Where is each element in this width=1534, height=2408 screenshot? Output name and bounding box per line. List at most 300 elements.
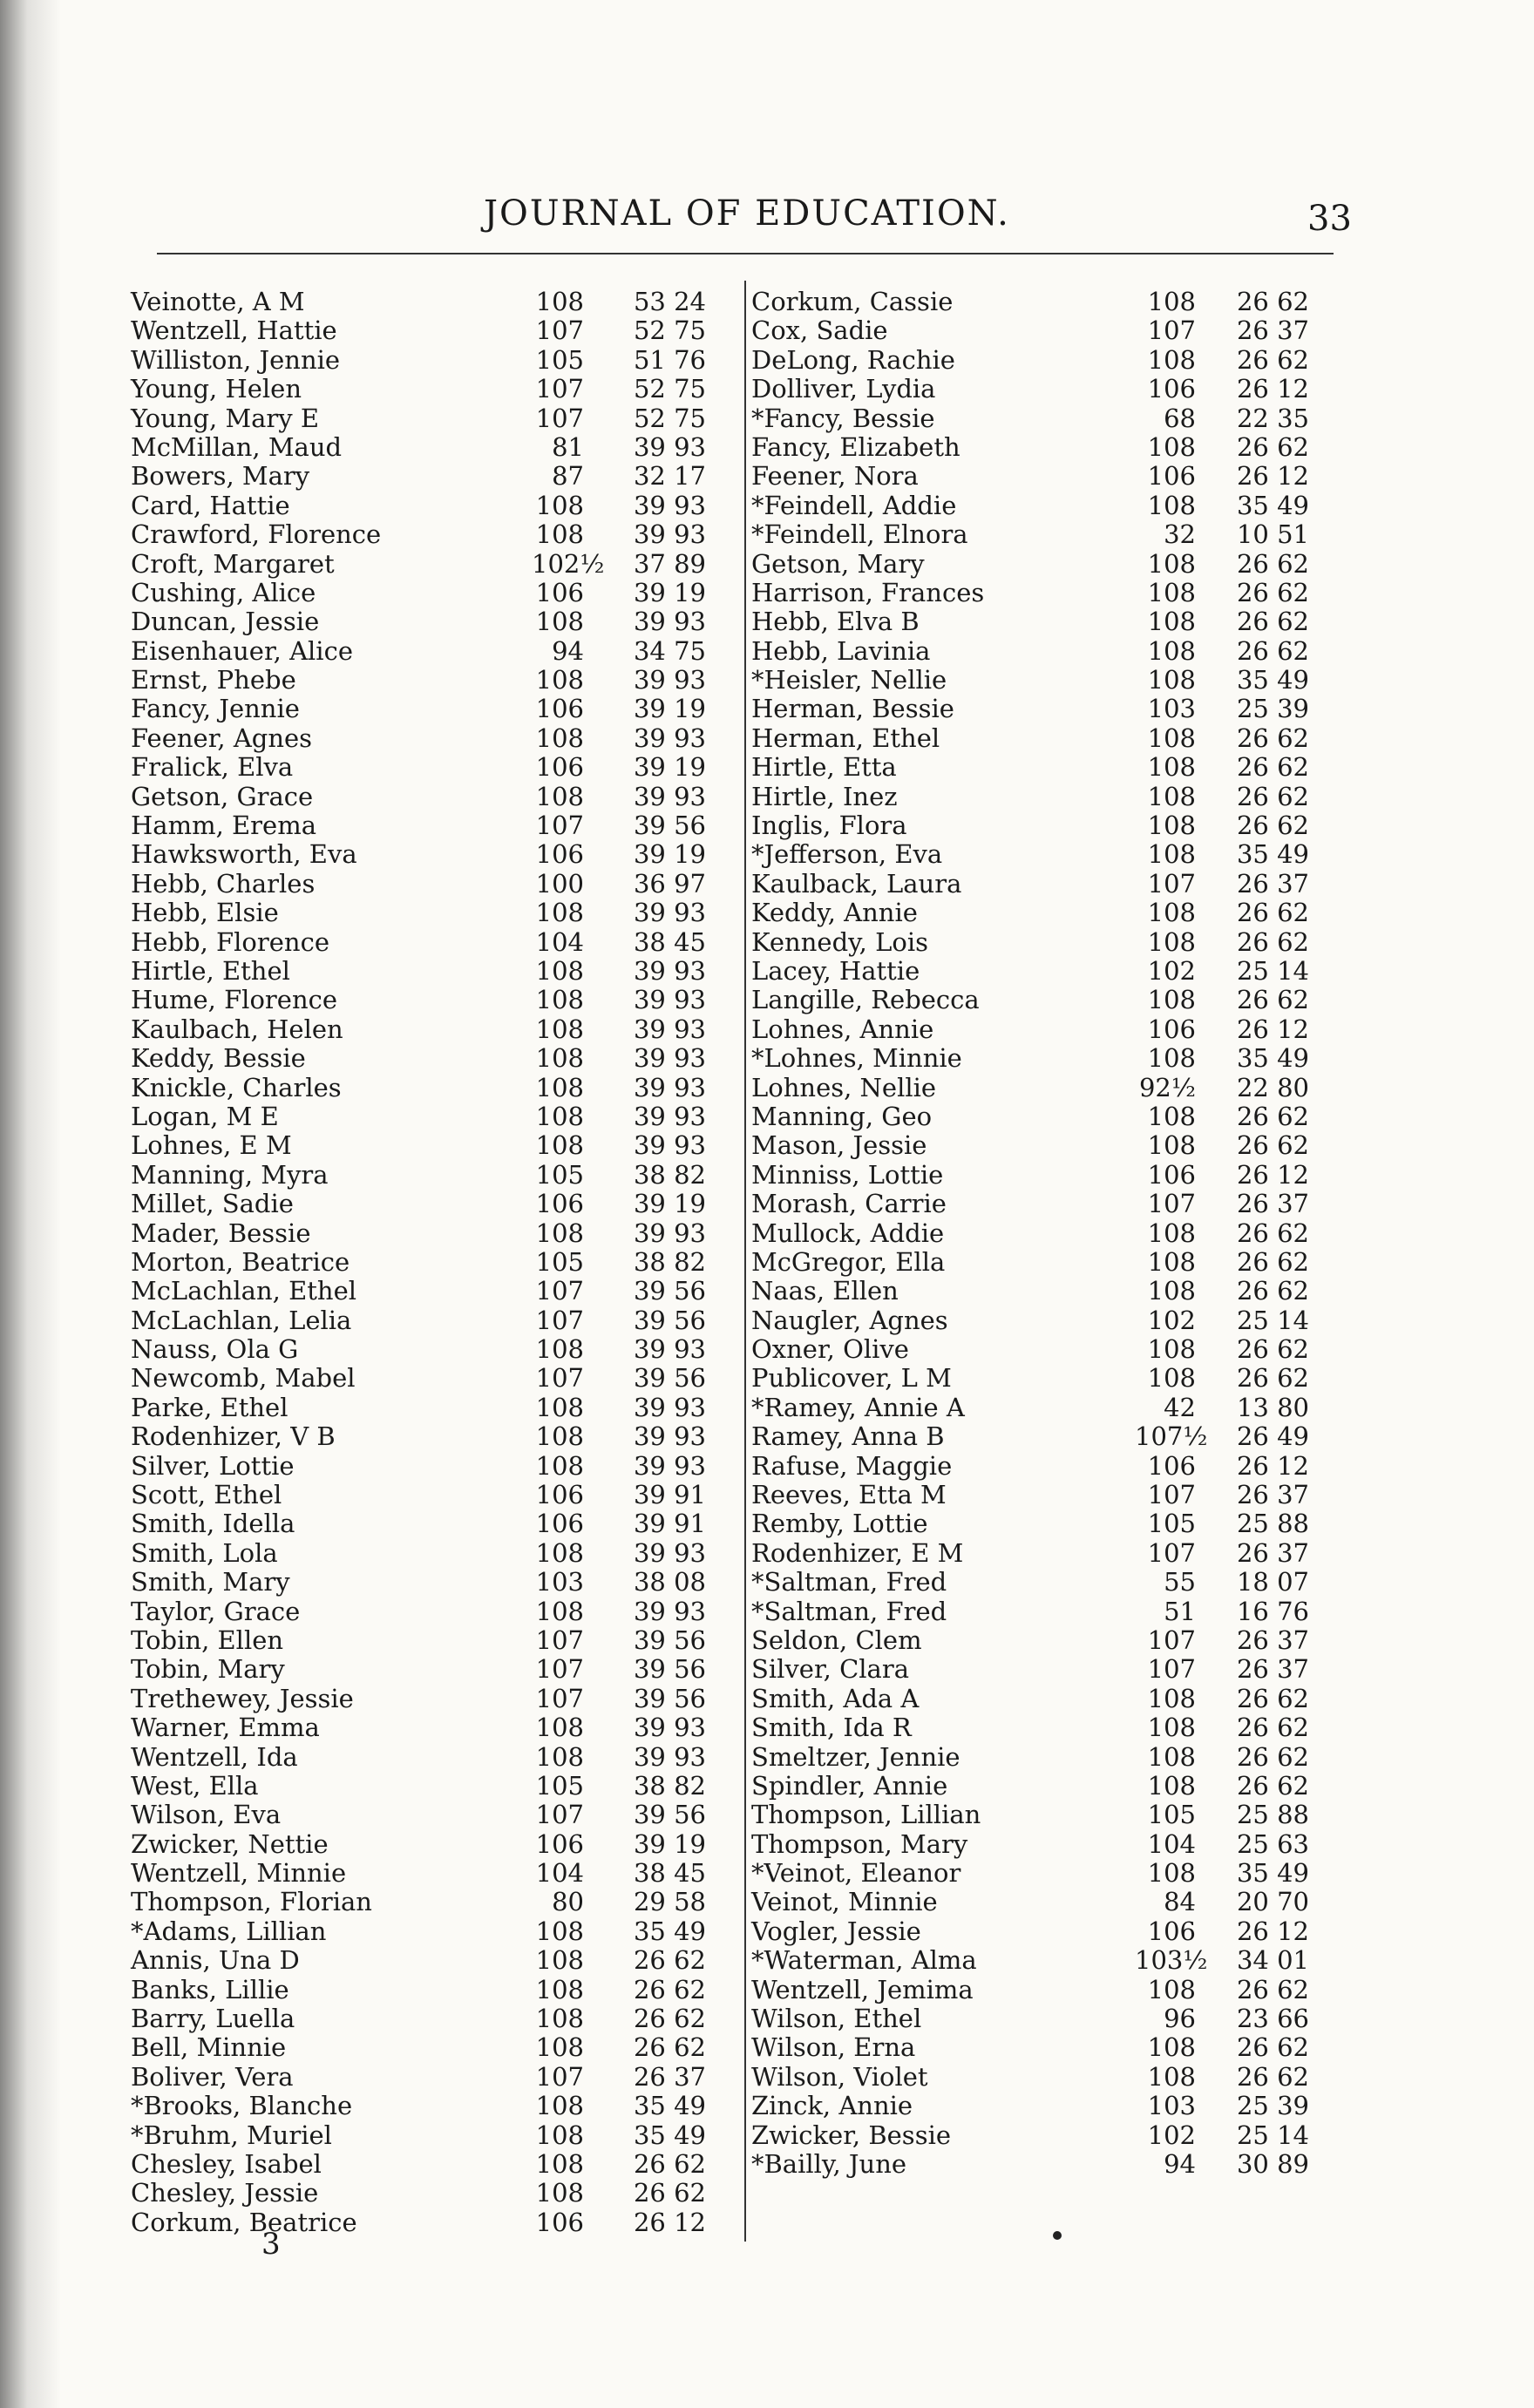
list-item bbox=[751, 520, 1327, 549]
teacher-name: Smeltzer, Jennie bbox=[751, 1741, 960, 1772]
teacher-name: Wilson, Eva bbox=[131, 1800, 282, 1830]
list-item bbox=[122, 1946, 732, 1975]
teacher-name: Getson, Grace bbox=[131, 781, 314, 811]
days-taught: 102 bbox=[1147, 2120, 1196, 2150]
list-item bbox=[751, 753, 1327, 782]
grant-amount: 18 07 bbox=[1236, 1567, 1309, 1597]
teacher-name: Smith, Ida R bbox=[751, 1713, 912, 1743]
days-taught: 105 bbox=[1147, 1800, 1196, 1830]
grant-amount: 26 62 bbox=[633, 2004, 706, 2034]
teacher-name: Wilson, Violet bbox=[751, 2061, 928, 2092]
grant-amount: 39 93 bbox=[633, 1072, 706, 1102]
days-taught: 108 bbox=[1147, 1246, 1196, 1277]
teacher-name: Silver, Clara bbox=[751, 1654, 909, 1685]
grant-amount: 26 12 bbox=[1236, 374, 1309, 404]
grant-amount: 52 75 bbox=[633, 374, 706, 404]
teacher-name: Hebb, Charles bbox=[131, 868, 316, 899]
days-taught: 108 bbox=[1147, 1218, 1196, 1248]
grant-amount: 39 56 bbox=[633, 1654, 706, 1685]
list-item bbox=[122, 1277, 732, 1306]
list-item bbox=[122, 1394, 732, 1422]
teacher-name: Boliver, Vera bbox=[131, 2061, 294, 2092]
days-taught: 104 bbox=[1147, 1828, 1196, 1859]
list-item bbox=[751, 462, 1327, 491]
list-item bbox=[751, 1830, 1327, 1859]
days-taught: 104 bbox=[535, 1858, 584, 1889]
teacher-name: Fralick, Elva bbox=[131, 752, 294, 783]
teacher-name: Smith, Mary bbox=[131, 1567, 290, 1597]
teacher-name: Inglis, Flora bbox=[751, 811, 907, 841]
teacher-name: Lohnes, Annie bbox=[751, 1014, 934, 1044]
teacher-name: McLachlan, Lelia bbox=[131, 1305, 352, 1335]
list-item bbox=[122, 1917, 732, 1946]
grant-amount: 53 24 bbox=[633, 287, 706, 316]
grant-amount: 26 62 bbox=[1236, 607, 1309, 637]
days-taught: 107 bbox=[1147, 1654, 1196, 1685]
list-item bbox=[751, 1626, 1327, 1655]
days-taught: 108 bbox=[535, 1072, 584, 1102]
days-taught: 107 bbox=[1147, 315, 1196, 346]
days-taught: 105 bbox=[535, 1246, 584, 1277]
teacher-name: McMillan, Maud bbox=[131, 431, 343, 462]
teacher-name: *Waterman, Alma bbox=[751, 1945, 977, 1976]
days-taught: 107 bbox=[1147, 1189, 1196, 1219]
list-item bbox=[751, 492, 1327, 520]
list-item bbox=[122, 1248, 732, 1277]
days-taught: 107 bbox=[1147, 868, 1196, 899]
days-taught: 108 bbox=[535, 1101, 584, 1131]
list-item bbox=[751, 550, 1327, 579]
days-taught: 108 bbox=[535, 1713, 584, 1743]
grant-amount: 25 14 bbox=[1236, 955, 1309, 986]
days-taught: 108 bbox=[1147, 1363, 1196, 1394]
grant-amount: 39 93 bbox=[633, 985, 706, 1015]
days-taught: 68 bbox=[1164, 403, 1196, 433]
days-taught: 108 bbox=[535, 2004, 584, 2034]
days-taught: 107 bbox=[535, 1683, 584, 1713]
days-taught: 108 bbox=[1147, 344, 1196, 375]
teacher-name: Chesley, Jessie bbox=[131, 2178, 319, 2208]
grant-amount: 26 62 bbox=[1236, 811, 1309, 841]
right-column bbox=[751, 288, 1327, 2179]
teacher-name: Ramey, Anna B bbox=[751, 1421, 945, 1452]
grant-amount: 26 62 bbox=[633, 2032, 706, 2063]
days-taught: 42 bbox=[1164, 1392, 1196, 1422]
list-item bbox=[751, 404, 1327, 433]
list-item bbox=[751, 1248, 1327, 1277]
list-item bbox=[751, 2033, 1327, 2062]
list-item bbox=[122, 462, 732, 491]
list-item bbox=[751, 1713, 1327, 1742]
days-taught: 108 bbox=[1147, 1130, 1196, 1161]
teacher-name: Fancy, Jennie bbox=[131, 694, 300, 724]
grant-amount: 39 93 bbox=[633, 898, 706, 928]
list-item bbox=[751, 1161, 1327, 1190]
grant-amount: 39 93 bbox=[633, 1130, 706, 1161]
teacher-name: *Fancy, Bessie bbox=[751, 403, 935, 433]
teacher-name: Keddy, Annie bbox=[751, 898, 918, 928]
grant-amount: 26 62 bbox=[1236, 2032, 1309, 2063]
list-item bbox=[751, 2121, 1327, 2150]
list-item bbox=[751, 607, 1327, 636]
grant-amount: 39 93 bbox=[633, 1537, 706, 1568]
list-item bbox=[751, 2092, 1327, 2120]
days-taught: 107 bbox=[535, 1276, 584, 1306]
teacher-name: Rafuse, Maggie bbox=[751, 1450, 953, 1481]
days-taught: 106 bbox=[1147, 374, 1196, 404]
grant-amount: 39 93 bbox=[633, 1713, 706, 1743]
grant-amount: 39 93 bbox=[633, 1334, 706, 1365]
list-item bbox=[751, 2150, 1327, 2179]
list-item bbox=[122, 1743, 732, 1772]
teacher-name: Chesley, Isabel bbox=[131, 2149, 322, 2179]
teacher-name: Hebb, Elva B bbox=[751, 607, 920, 637]
list-item bbox=[751, 928, 1327, 957]
teacher-name: Manning, Geo bbox=[751, 1101, 933, 1131]
list-item bbox=[122, 1219, 732, 1248]
days-taught: 108 bbox=[535, 1916, 584, 1946]
list-item bbox=[751, 1888, 1327, 1916]
teacher-name: Veinotte, A M bbox=[131, 287, 305, 316]
teacher-name: Crawford, Florence bbox=[131, 519, 382, 550]
teacher-name: Young, Helen bbox=[131, 374, 302, 404]
days-taught: 108 bbox=[535, 287, 584, 316]
list-item bbox=[751, 695, 1327, 723]
grant-amount: 26 62 bbox=[1236, 548, 1309, 579]
list-item bbox=[751, 811, 1327, 840]
teacher-name: Naas, Ellen bbox=[751, 1276, 899, 1306]
days-taught: 108 bbox=[1147, 431, 1196, 462]
days-taught: 103 bbox=[1147, 694, 1196, 724]
list-item bbox=[751, 2004, 1327, 2033]
list-item bbox=[751, 1597, 1327, 1626]
grant-amount: 26 62 bbox=[1236, 1974, 1309, 2004]
teacher-name: Lacey, Hattie bbox=[751, 955, 920, 986]
list-item bbox=[751, 433, 1327, 462]
days-taught: 108 bbox=[535, 490, 584, 520]
days-taught: 108 bbox=[1147, 1858, 1196, 1889]
teacher-name: Wilson, Erna bbox=[751, 2032, 916, 2063]
days-taught: 108 bbox=[1147, 287, 1196, 316]
grant-amount: 39 93 bbox=[633, 490, 706, 520]
grant-amount: 20 70 bbox=[1236, 1887, 1309, 1917]
list-item bbox=[751, 1422, 1327, 1451]
teacher-name: Zwicker, Bessie bbox=[751, 2120, 952, 2150]
teacher-name: Smith, Lola bbox=[131, 1537, 278, 1568]
days-taught: 106 bbox=[1147, 1450, 1196, 1481]
days-taught: 108 bbox=[1147, 839, 1196, 870]
days-taught: 103 bbox=[535, 1567, 584, 1597]
teacher-name: Mader, Bessie bbox=[131, 1218, 311, 1248]
grant-amount: 39 93 bbox=[633, 1043, 706, 1074]
teacher-name: Morton, Beatrice bbox=[131, 1246, 350, 1277]
teacher-name: Lohnes, E M bbox=[131, 1130, 292, 1161]
grant-amount: 26 49 bbox=[1236, 1421, 1309, 1452]
list-item bbox=[751, 1306, 1327, 1335]
grant-amount: 35 49 bbox=[1236, 1043, 1309, 1074]
list-item bbox=[122, 1422, 732, 1451]
teacher-name: Croft, Margaret bbox=[131, 548, 335, 579]
days-taught: 104 bbox=[535, 926, 584, 957]
list-item bbox=[122, 1190, 732, 1218]
list-item bbox=[122, 666, 732, 695]
list-item bbox=[122, 433, 732, 462]
list-item bbox=[751, 1655, 1327, 1684]
days-taught: 108 bbox=[535, 665, 584, 695]
list-item bbox=[122, 753, 732, 782]
grant-amount: 26 62 bbox=[1236, 1363, 1309, 1394]
grant-amount: 26 62 bbox=[1236, 577, 1309, 607]
teacher-name: Parke, Ethel bbox=[131, 1392, 288, 1422]
list-item bbox=[751, 1946, 1327, 1975]
days-taught: 108 bbox=[1147, 898, 1196, 928]
page-header bbox=[0, 193, 1534, 246]
days-taught: 108 bbox=[535, 985, 584, 1015]
grant-amount: 34 01 bbox=[1236, 1945, 1309, 1976]
list-item bbox=[122, 1685, 732, 1713]
grant-amount: 26 62 bbox=[1236, 1683, 1309, 1713]
days-taught: 108 bbox=[1147, 781, 1196, 811]
teacher-name: Wentzell, Minnie bbox=[131, 1858, 347, 1889]
grant-amount: 38 45 bbox=[633, 926, 706, 957]
days-taught: 108 bbox=[1147, 722, 1196, 753]
teacher-name: Cushing, Alice bbox=[131, 577, 316, 607]
days-taught: 108 bbox=[535, 1741, 584, 1772]
teacher-name: Feener, Agnes bbox=[131, 722, 313, 753]
teacher-name: Williston, Jennie bbox=[131, 344, 341, 375]
days-taught: 108 bbox=[1147, 1741, 1196, 1772]
days-taught: 105 bbox=[535, 1159, 584, 1190]
days-taught: 102 bbox=[1147, 955, 1196, 986]
grant-amount: 39 91 bbox=[633, 1480, 706, 1510]
list-item bbox=[751, 783, 1327, 811]
grant-amount: 25 39 bbox=[1236, 694, 1309, 724]
list-item bbox=[751, 1976, 1327, 2004]
grant-amount: 26 62 bbox=[1236, 898, 1309, 928]
list-item bbox=[122, 2033, 732, 2062]
list-item bbox=[122, 375, 732, 404]
teacher-name: *Heisler, Nellie bbox=[751, 665, 947, 695]
grant-amount: 39 93 bbox=[633, 955, 706, 986]
grant-amount: 25 88 bbox=[1236, 1800, 1309, 1830]
days-taught: 108 bbox=[535, 722, 584, 753]
teacher-name: Scott, Ethel bbox=[131, 1480, 282, 1510]
grant-amount: 39 93 bbox=[633, 1101, 706, 1131]
grant-amount: 39 93 bbox=[633, 1421, 706, 1452]
grant-amount: 39 93 bbox=[633, 607, 706, 637]
grant-amount: 39 93 bbox=[633, 1450, 706, 1481]
grant-amount: 39 93 bbox=[633, 431, 706, 462]
teacher-name: Mullock, Addie bbox=[751, 1218, 945, 1248]
grant-amount: 39 56 bbox=[633, 1800, 706, 1830]
teacher-name: Langille, Rebecca bbox=[751, 985, 980, 1015]
grant-amount: 39 19 bbox=[633, 839, 706, 870]
days-taught: 107 bbox=[1147, 1537, 1196, 1568]
list-item bbox=[751, 986, 1327, 1014]
grant-amount: 22 80 bbox=[1236, 1072, 1309, 1102]
days-taught: 108 bbox=[535, 955, 584, 986]
days-taught: 106 bbox=[535, 1480, 584, 1510]
teacher-name: Nauss, Ola G bbox=[131, 1334, 299, 1365]
teacher-name: Remby, Lottie bbox=[751, 1509, 928, 1539]
grant-amount: 39 93 bbox=[633, 1596, 706, 1626]
teacher-name: DeLong, Rachie bbox=[751, 344, 955, 375]
teacher-name: *Adams, Lillian bbox=[131, 1916, 327, 1946]
list-item bbox=[751, 316, 1327, 345]
list-item bbox=[751, 1015, 1327, 1044]
days-taught: 106 bbox=[1147, 1014, 1196, 1044]
days-taught: 108 bbox=[1147, 607, 1196, 637]
list-item bbox=[122, 870, 732, 899]
list-item bbox=[122, 783, 732, 811]
teacher-name: Feener, Nora bbox=[751, 461, 919, 492]
days-taught: 94 bbox=[552, 635, 584, 666]
grant-amount: 26 62 bbox=[1236, 1276, 1309, 1306]
list-item bbox=[751, 870, 1327, 899]
list-item bbox=[122, 1655, 732, 1684]
grant-amount: 26 62 bbox=[1236, 2061, 1309, 2092]
grant-amount: 35 49 bbox=[1236, 665, 1309, 695]
grant-amount: 38 45 bbox=[633, 1858, 706, 1889]
teacher-name: Wentzell, Hattie bbox=[131, 315, 337, 346]
list-item bbox=[122, 346, 732, 375]
grant-amount: 39 91 bbox=[633, 1509, 706, 1539]
list-item bbox=[122, 957, 732, 986]
list-item bbox=[122, 1859, 732, 1888]
teacher-name: Logan, M E bbox=[131, 1101, 279, 1131]
teacher-name: Bell, Minnie bbox=[131, 2032, 287, 2063]
days-taught: 108 bbox=[1147, 490, 1196, 520]
grant-amount: 34 75 bbox=[633, 635, 706, 666]
teacher-name: Rodenhizer, V B bbox=[131, 1421, 336, 1452]
grant-amount: 35 49 bbox=[1236, 839, 1309, 870]
days-taught: 108 bbox=[1147, 1713, 1196, 1743]
days-taught: 84 bbox=[1164, 1887, 1196, 1917]
days-taught: 108 bbox=[535, 607, 584, 637]
teacher-name: Warner, Emma bbox=[131, 1713, 320, 1743]
days-taught: 108 bbox=[535, 519, 584, 550]
list-item bbox=[122, 1626, 732, 1655]
teacher-name: Hebb, Florence bbox=[131, 926, 329, 957]
list-item bbox=[122, 637, 732, 666]
days-taught: 106 bbox=[535, 839, 584, 870]
teacher-name: Publicover, L M bbox=[751, 1363, 952, 1394]
days-taught: 108 bbox=[1147, 1101, 1196, 1131]
page-number: 33 bbox=[1307, 199, 1352, 239]
grant-amount: 10 51 bbox=[1236, 519, 1309, 550]
teacher-name: Silver, Lottie bbox=[131, 1450, 295, 1481]
grant-amount: 26 62 bbox=[633, 2149, 706, 2179]
grant-amount: 26 62 bbox=[1236, 926, 1309, 957]
grant-amount: 39 93 bbox=[633, 519, 706, 550]
grant-amount: 39 93 bbox=[633, 722, 706, 753]
grant-amount: 26 37 bbox=[1236, 868, 1309, 899]
days-taught: 108 bbox=[1147, 2061, 1196, 2092]
grant-amount: 13 80 bbox=[1236, 1392, 1309, 1422]
list-item bbox=[751, 1509, 1327, 1538]
grant-amount: 26 37 bbox=[1236, 1480, 1309, 1510]
grant-amount: 25 14 bbox=[1236, 1305, 1309, 1335]
days-taught: 106 bbox=[535, 1828, 584, 1859]
grant-amount: 22 35 bbox=[1236, 403, 1309, 433]
list-item bbox=[122, 1539, 732, 1568]
list-item bbox=[122, 811, 732, 840]
days-taught: 80 bbox=[552, 1887, 584, 1917]
grant-amount: 38 82 bbox=[633, 1159, 706, 1190]
teacher-name: Cox, Sadie bbox=[751, 315, 888, 346]
days-taught: 108 bbox=[535, 1450, 584, 1481]
teacher-name: Hirtle, Etta bbox=[751, 752, 897, 783]
teacher-name: Ernst, Phebe bbox=[131, 665, 296, 695]
days-taught: 105 bbox=[1147, 1509, 1196, 1539]
teacher-name: Tobin, Ellen bbox=[131, 1625, 284, 1655]
days-taught: 107 bbox=[535, 1305, 584, 1335]
days-taught: 108 bbox=[1147, 752, 1196, 783]
list-item bbox=[751, 724, 1327, 753]
grant-amount: 36 97 bbox=[633, 868, 706, 899]
list-item bbox=[122, 1074, 732, 1102]
days-taught: 107 bbox=[535, 1625, 584, 1655]
grant-amount: 35 49 bbox=[1236, 490, 1309, 520]
list-item bbox=[122, 840, 732, 869]
teacher-name: Naugler, Agnes bbox=[751, 1305, 948, 1335]
teacher-name: McLachlan, Ethel bbox=[131, 1276, 357, 1306]
teacher-name: Harrison, Frances bbox=[751, 577, 985, 607]
teacher-name: Wilson, Ethel bbox=[751, 2004, 922, 2034]
days-taught: 108 bbox=[1147, 665, 1196, 695]
days-taught: 100 bbox=[535, 868, 584, 899]
grant-amount: 26 62 bbox=[1236, 1770, 1309, 1801]
days-taught: 108 bbox=[535, 1392, 584, 1422]
grant-amount: 25 39 bbox=[1236, 2091, 1309, 2121]
list-item bbox=[122, 1131, 732, 1160]
teacher-name: Duncan, Jessie bbox=[131, 607, 320, 637]
list-item bbox=[122, 1713, 732, 1742]
list-item bbox=[751, 1539, 1327, 1568]
teacher-name: Thompson, Florian bbox=[131, 1887, 372, 1917]
grant-amount: 26 62 bbox=[1236, 1101, 1309, 1131]
list-item bbox=[122, 1044, 732, 1073]
teacher-name: *Brooks, Blanche bbox=[131, 2091, 353, 2121]
list-item bbox=[122, 2150, 732, 2179]
days-taught: 106 bbox=[1147, 1159, 1196, 1190]
list-item bbox=[122, 1102, 732, 1131]
days-taught: 108 bbox=[535, 1130, 584, 1161]
teacher-name: Dolliver, Lydia bbox=[751, 374, 936, 404]
grant-amount: 35 49 bbox=[633, 2120, 706, 2150]
teacher-name: Kennedy, Lois bbox=[751, 926, 928, 957]
teacher-name: Hebb, Lavinia bbox=[751, 635, 931, 666]
grant-amount: 26 62 bbox=[1236, 1713, 1309, 1743]
days-taught: 108 bbox=[535, 2120, 584, 2150]
teacher-name: Taylor, Grace bbox=[131, 1596, 301, 1626]
days-taught: 108 bbox=[1147, 1276, 1196, 1306]
teacher-name: Fancy, Elizabeth bbox=[751, 431, 960, 462]
grant-amount: 39 93 bbox=[633, 1218, 706, 1248]
grant-amount: 26 37 bbox=[633, 2061, 706, 2092]
teacher-name: Mason, Jessie bbox=[751, 1130, 927, 1161]
teacher-name: Vogler, Jessie bbox=[751, 1916, 921, 1946]
grant-amount: 26 12 bbox=[1236, 1450, 1309, 1481]
grant-amount: 35 49 bbox=[633, 1916, 706, 1946]
list-item bbox=[751, 1190, 1327, 1218]
days-taught: 108 bbox=[535, 1014, 584, 1044]
grant-amount: 26 62 bbox=[1236, 287, 1309, 316]
list-item bbox=[122, 316, 732, 345]
grant-amount: 26 62 bbox=[1236, 635, 1309, 666]
days-taught: 108 bbox=[535, 2032, 584, 2063]
days-taught: 108 bbox=[1147, 926, 1196, 957]
